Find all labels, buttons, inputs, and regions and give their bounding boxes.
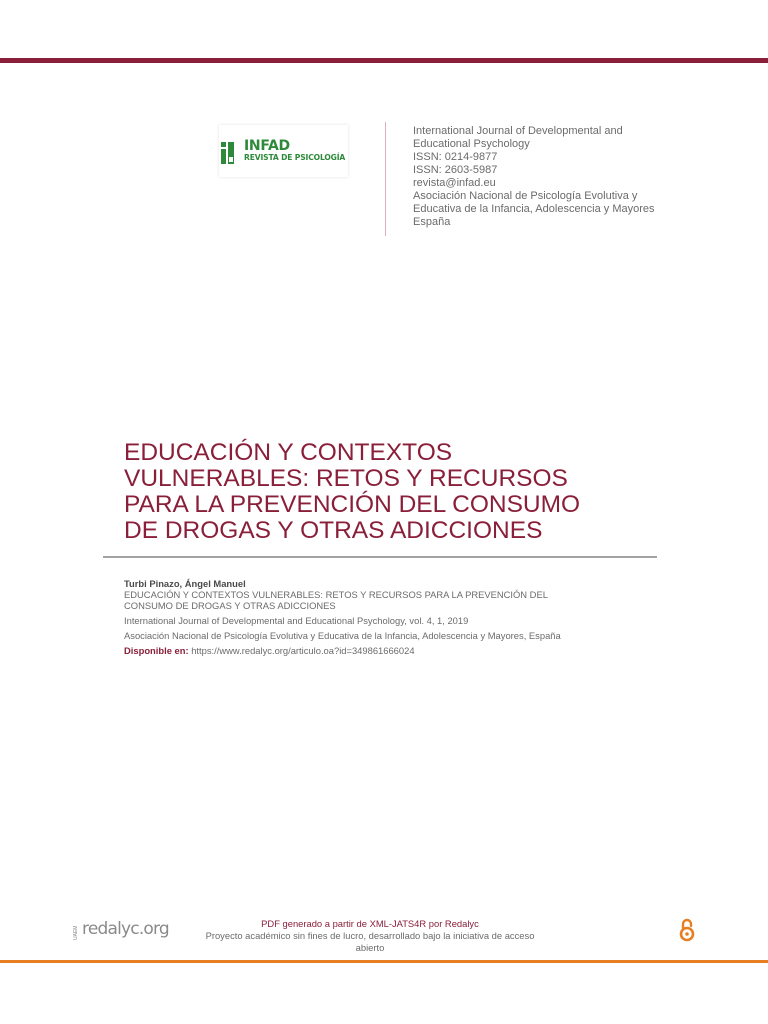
logo-subtitle: REVISTA DE PSICOLOGÍA	[244, 153, 346, 162]
article-title-line: PARA LA PREVENCIÓN DEL CONSUMO	[124, 491, 581, 518]
bottom-accent-bar	[0, 960, 768, 963]
availability	[124, 645, 684, 656]
logo-title: INFAD	[244, 138, 290, 154]
meta-title-line: EDUCACIÓN Y CONTEXTOS VULNERABLES: RETOS Y RECURSOS PARA LA PREVENCIÓN DEL	[124, 589, 548, 600]
author-name: Turbi Pinazo, Ángel Manuel	[124, 578, 246, 589]
journal-name-line: Educational Psychology	[413, 138, 530, 150]
article-metadata	[124, 578, 684, 656]
top-accent-bar	[0, 58, 768, 63]
redalyc-wordmark: redalyc.org	[82, 919, 169, 939]
publisher-country: España	[413, 216, 451, 228]
journal-info	[413, 125, 703, 229]
article-url-link[interactable]: https://www.redalyc.org/articulo.oa?id=349861666024	[191, 645, 415, 656]
open-access-icon	[677, 917, 697, 943]
vertical-divider	[385, 122, 386, 236]
publisher: Asociación Nacional de Psicología Evolutiva y Educativa de la Infancia, Adolescencia y Mayores, España	[124, 630, 561, 641]
issn-online: ISSN: 2603-5987	[413, 164, 498, 176]
redalyc-logo[interactable]	[73, 918, 169, 942]
footer-line-generated: PDF generado a partir de XML-JATS4R por Redalyc	[261, 918, 479, 929]
journal-name-line: International Journal of Developmental and	[413, 125, 623, 137]
infad-mark-icon	[221, 142, 235, 164]
article-title-line: EDUCACIÓN Y CONTEXTOS	[124, 439, 453, 466]
article-title-line: DE DROGAS Y OTRAS ADICCIONES	[124, 517, 543, 544]
meta-title-line: CONSUMO DE DROGAS Y OTRAS ADICCIONES	[124, 600, 336, 611]
footer-line-project: Proyecto académico sin fines de lucro, desarrollado bajo la iniciativa de acceso abierto	[205, 930, 535, 953]
journal-email[interactable]: revista@infad.eu	[413, 177, 496, 189]
publisher-line: Educativa de la Infancia, Adolescencia y Mayores	[413, 203, 655, 215]
footer-text	[200, 918, 540, 954]
available-label: Disponible en:	[124, 645, 189, 656]
publisher-line: Asociación Nacional de Psicología Evolutiva y	[413, 190, 638, 202]
infad-logo	[219, 125, 348, 177]
citation: International Journal of Developmental and Educational Psychology, vol. 4, 1, 2019	[124, 615, 469, 626]
article-title	[124, 440, 684, 544]
article-title-line: VULNERABLES: RETOS Y RECURSOS	[124, 465, 568, 492]
issn-print: ISSN: 0214-9877	[413, 151, 498, 163]
uaem-label: UAEM	[73, 925, 79, 940]
title-divider	[103, 556, 657, 558]
